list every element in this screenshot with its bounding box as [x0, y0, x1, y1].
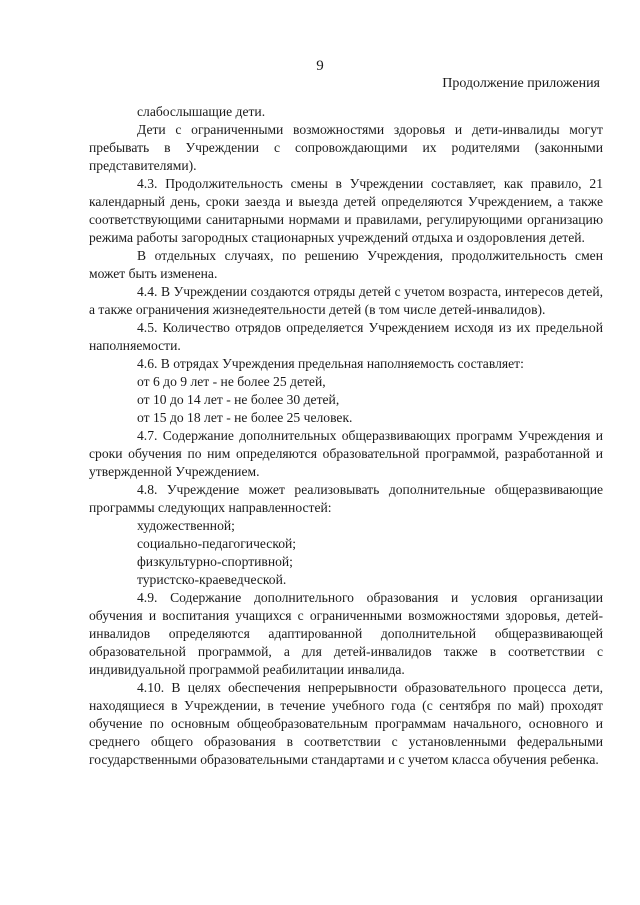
- paragraph: 4.6. В отрядах Учреждения предельная наполняемость составляет:: [137, 356, 524, 371]
- age-group-item: от 6 до 9 лет - не более 25 детей,: [137, 374, 326, 389]
- age-group-item: от 10 до 14 лет - не более 30 детей,: [137, 392, 340, 407]
- paragraph: 4.5. Количество отрядов определяется Учреждением исходя из их предельной наполняемости.: [89, 320, 603, 353]
- direction-item: физкультурно-спортивной;: [137, 554, 293, 569]
- age-group-item: от 15 до 18 лет - не более 25 человек.: [137, 410, 353, 425]
- paragraph: 4.9. Содержание дополнительного образования и условия организации обучения и воспитания учащихся с ограниченными возможностями здоровья, детей-инвалидов определяются адаптированной дополнительной общеразвивающей образовательной программой, а для детей-инвалидов также в соответствии с индивидуальной программой реабилитации инвалида.: [89, 590, 603, 677]
- paragraph: 4.3. Продолжительность смены в Учреждении составляет, как правило, 21 календарный день, сроки заезда и выезда детей определяются Учреждением, а также соответствующими санитарными нормами и правилами, регулирующими организацию режима работы загородных стационарных учреждений отдыха и оздоровления детей.: [89, 176, 603, 245]
- paragraph: Дети с ограниченными возможностями здоровья и дети-инвалиды могут пребывать в Учреждении с сопровождающими их родителями (законными представителями).: [89, 122, 603, 173]
- paragraph: В отдельных случаях, по решению Учреждения, продолжительность смен может быть изменена.: [89, 248, 603, 281]
- paragraph: 4.10. В целях обеспечения непрерывности образовательного процесса дети, находящиеся в Учреждении, в течение учебного года (с сентября по май) проходят обучение по основным общеобразовательным программам начального, основного и среднего общего образования в соответствии с установленными федеральными государственными образовательными стандартами и с учетом класса обучения ребенка.: [89, 680, 603, 767]
- paragraph: 4.4. В Учреждении создаются отряды детей с учетом возраста, интересов детей, а также ограничения жизнедеятельности детей (в том числе детей-инвалидов).: [89, 284, 603, 317]
- direction-item: социально-педагогической;: [137, 536, 297, 551]
- document-body: [89, 103, 603, 769]
- header-note: Продолжение приложения: [442, 76, 600, 91]
- page-number: 9: [316, 58, 324, 74]
- paragraph: слабослышащие дети.: [137, 104, 266, 119]
- paragraph: 4.7. Содержание дополнительных общеразвивающих программ Учреждения и сроки обучения по ним определяются образовательной программой, разработанной и утвержденной Учреждением.: [89, 428, 603, 479]
- direction-item: туристско-краеведческой.: [137, 572, 287, 587]
- paragraph: 4.8. Учреждение может реализовывать дополнительные общеразвивающие программы следующих направленностей:: [89, 482, 603, 515]
- direction-item: художественной;: [137, 518, 235, 533]
